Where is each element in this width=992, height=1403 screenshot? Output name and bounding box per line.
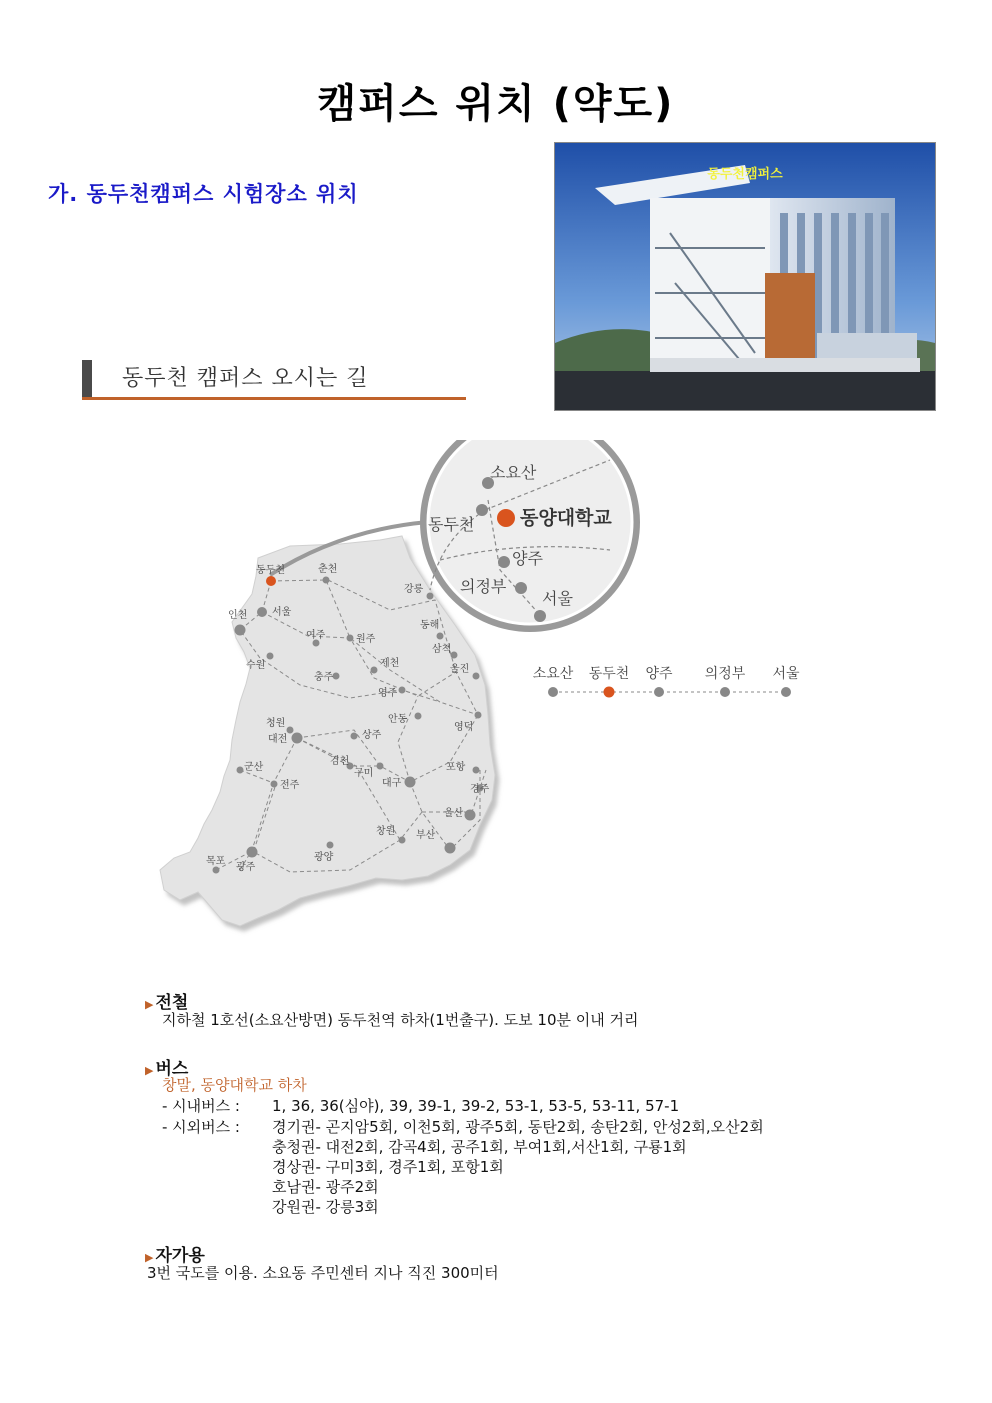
inset-uijeongbu-label: 의정부 (460, 577, 507, 596)
city-chungju: 충주 (314, 672, 334, 683)
intercity-route: 호남권- 광주2회 (272, 1178, 379, 1196)
inset-seoul-label: 서울 (542, 589, 573, 608)
city-gimcheon: 김천 (330, 756, 350, 767)
inset-university-dot (497, 509, 515, 527)
city-yeongju: 영주 (378, 688, 398, 699)
inset-yangju-dot (498, 556, 510, 568)
city-sangju: 상주 (362, 730, 382, 741)
line-station-label: 소요산 (532, 666, 574, 682)
city-chuncheon: 춘천 (318, 564, 338, 575)
city-donghae: 동해 (420, 620, 440, 631)
intercity-route: 강원권- 강릉3회 (272, 1198, 379, 1216)
subway-text: 지하철 1호선(소요산방면) 동두천역 하차(1번출구). 도보 10분 이내 거리 (162, 1011, 639, 1029)
intercity-route: 경기권- 곤지암5회, 이천5회, 광주5회, 동탄2회, 송탄2회, 안성2회,오산2회 (272, 1118, 764, 1136)
line-station-dot (604, 687, 615, 698)
heading-underline (82, 397, 466, 400)
city-gwangju: 광주 (236, 862, 256, 873)
city-bus-routes: 1, 36, 36(심야), 39, 39-1, 39-2, 53-1, 53-5, 53-11, 57-1 (272, 1097, 680, 1115)
city-gwangyang: 광양 (314, 852, 334, 863)
inset-uijeongbu-dot (515, 582, 527, 594)
city-bus-label: - 시내버스 : (162, 1097, 240, 1115)
city-yeongdeok: 영덕 (454, 722, 474, 733)
line-station-label: 동두천 (588, 666, 630, 682)
line-station-dot (720, 687, 730, 697)
bus-stop: 창말, 동양대학교 하차 (162, 1076, 307, 1094)
car-heading-text: 자가용 (155, 1246, 205, 1266)
city-yeoju: 여주 (306, 630, 326, 641)
inset-dongducheon-label: 동두천 (428, 515, 475, 534)
city-changwon: 창원 (376, 826, 396, 837)
city-gumi: 구미 (354, 768, 374, 779)
city-mokpo: 목포 (206, 856, 226, 867)
intercity-bus-label: - 시외버스 : (162, 1118, 240, 1136)
page-title: 캠퍼스 위치 (약도) (317, 81, 675, 127)
city-suwon: 수원 (246, 660, 266, 671)
line-station-dot (781, 687, 791, 697)
inset-soyosan-label: 소요산 (490, 463, 537, 482)
city-uljin: 울진 (450, 664, 470, 675)
car-text: 3번 국도를 이용. 소요동 주민센터 지나 직진 300미터 (147, 1264, 499, 1282)
city-busan: 부산 (416, 830, 436, 841)
city-jecheon: 제천 (380, 658, 400, 669)
line-station-dot (654, 687, 664, 697)
triangle-bullet-icon: ▶ (145, 1251, 154, 1264)
city-dongducheon: 동두천 (256, 565, 285, 576)
photo-label: 동두천캠퍼스 (707, 167, 783, 182)
inset-yangju-label: 양주 (512, 549, 543, 568)
inset-university-label: 동양대학교 (520, 507, 612, 529)
campus-building-image (555, 143, 935, 410)
bus-heading-text: 버스 (155, 1059, 189, 1079)
line-station-dot (548, 687, 558, 697)
subway-line-diagram (533, 665, 800, 698)
city-andong: 안동 (388, 714, 408, 725)
subway-heading-text: 전철 (155, 993, 189, 1013)
triangle-bullet-icon: ▶ (145, 1064, 154, 1077)
directions-title: 동두천 캠퍼스 오시는 길 (122, 366, 369, 391)
heading-bar (82, 360, 92, 398)
city-samcheok: 삼척 (432, 644, 452, 655)
line-station-label: 의정부 (704, 666, 746, 682)
korea-map (140, 440, 860, 960)
inset-seoul-dot (534, 610, 546, 622)
city-gangneung: 강릉 (404, 584, 424, 595)
city-seoul: 서울 (272, 607, 292, 618)
city-cheongwon: 청원 (266, 718, 286, 729)
city-jeonju: 전주 (280, 780, 300, 791)
intercity-route: 충청권- 대전2회, 감곡4회, 공주1회, 부여1회,서산1회, 구룡1회 (272, 1138, 687, 1156)
line-station-label: 서울 (772, 666, 800, 682)
city-gyeongju: 경주 (470, 784, 490, 795)
campus-photo (554, 142, 936, 411)
peninsula-shape (160, 536, 495, 926)
inset-dongducheon-dot (476, 504, 488, 516)
city-daegu: 대구 (382, 778, 402, 789)
city-gunsan: 군산 (244, 762, 264, 773)
city-incheon: 인천 (228, 610, 248, 621)
section-heading: 가. 동두천캠퍼스 시험장소 위치 (48, 182, 359, 206)
city-daejeon: 대전 (268, 734, 288, 745)
city-dongducheon-dot (266, 576, 276, 586)
line-station-label: 양주 (645, 666, 673, 682)
city-ulsan: 울산 (444, 808, 464, 819)
city-pohang: 포항 (446, 762, 466, 773)
triangle-bullet-icon: ▶ (145, 998, 154, 1011)
intercity-route: 경상권- 구미3회, 경주1회, 포항1회 (272, 1158, 504, 1176)
city-wonju: 원주 (356, 634, 376, 645)
